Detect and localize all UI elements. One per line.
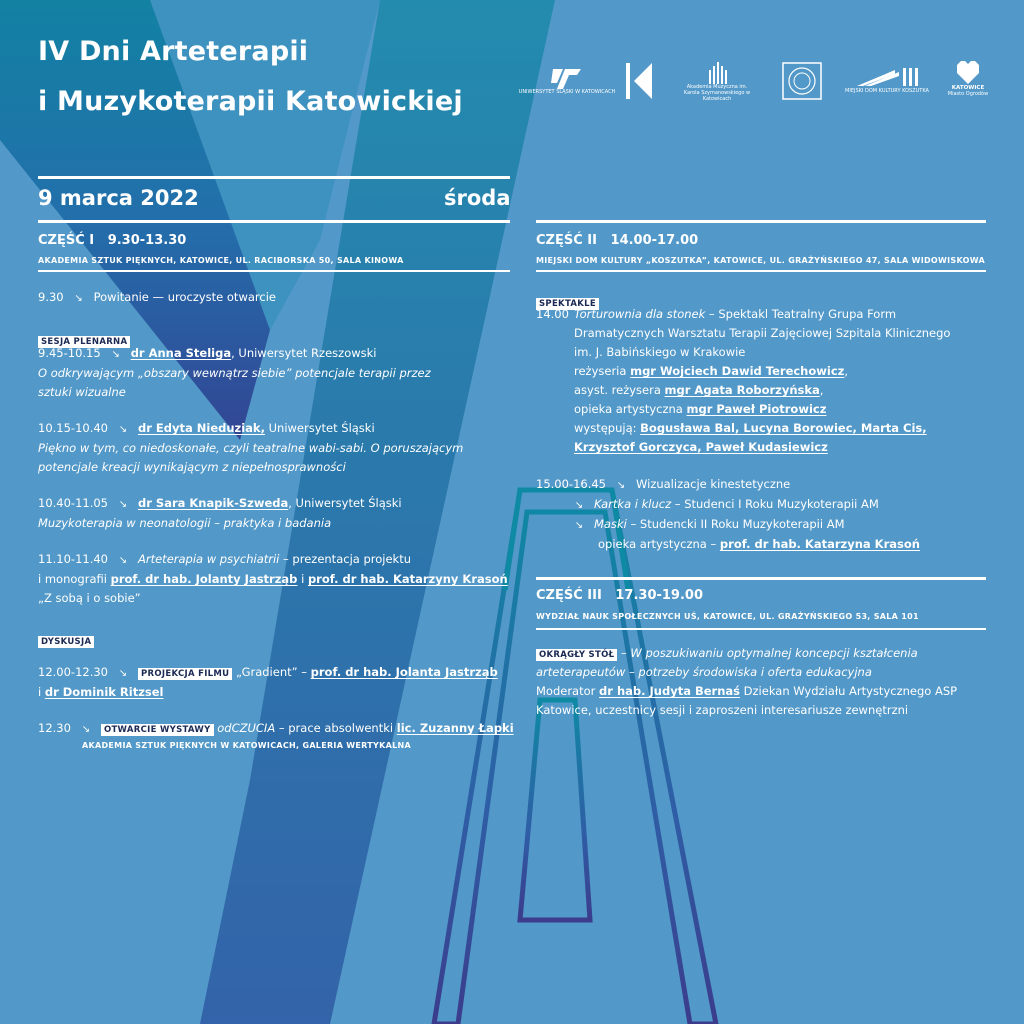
arrow-icon: ↘ [574, 520, 584, 531]
person-link[interactable]: dr hab. Judyta Bernaś [599, 684, 740, 698]
person-link[interactable]: prof. dr hab. Jolanta Jastrząb [310, 665, 498, 679]
part3-venue: WYDZIAŁ NAUK SPOŁECZNYCH UŚ, KATOWICE, UL. GRAŻYŃSKIEGO 53, SALA 101 [536, 612, 919, 621]
event-weekday: środa [444, 186, 511, 210]
organ-icon [707, 62, 727, 84]
arrow-icon: ↘ [118, 668, 128, 679]
round-table-item: OKRĄGŁY STÓŁ – W poszukiwaniu optymalnej koncepcji kształcenia arteterapeutów – potrzeby środowiska i oferta edukacyjna Moderator dr hab. Judyta Bernaś Dziekan Wydziału Artystycznego ASP Katowice, uczestnicy sesji i zaproszeni interesariusze zewnętrzni [536, 646, 958, 717]
cast-link[interactable]: Bogusława Bal, Lucyna Borowiec, Marta Cis, [640, 421, 927, 435]
logo-katowice: KATOWICE Miasto Ogrodów [946, 56, 990, 102]
arrow-icon: ↘ [81, 724, 91, 735]
arrow-icon: ↘ [74, 293, 83, 304]
heart-icon [955, 61, 981, 85]
logo-mdk-koszutka: MIEJSKI DOM KULTURY KOSZUTKA [852, 60, 922, 100]
page-title-line-1: IV Dni Arteterapii [38, 36, 309, 67]
person-link[interactable]: prof. dr hab. Katarzyna Krasoń [719, 537, 920, 551]
person-link[interactable]: mgr Agata Roborzyńska [664, 383, 820, 397]
divider [38, 176, 510, 179]
person-link[interactable]: prof. dr hab. Jolanty Jastrząb [110, 572, 298, 586]
speaker-link[interactable]: dr Anna Steliga [130, 346, 232, 360]
divider [536, 270, 986, 272]
letter-a-counter [520, 700, 590, 920]
talk-1: 9.45-10.15 ↘ dr Anna Steliga, Uniwersytet Rzeszowski O odkrywającym „obszary wewnątrz siebie” potencjale terapii przez sztuki wizualne [38, 346, 431, 399]
arrow-icon: ↘ [616, 480, 626, 491]
part3-heading: CZĘŚĆ III 17.30-19.00 [536, 588, 704, 603]
exhibition-item: 12.30 ↘ OTWARCIE WYSTAWY odCZUCIA – prace absolwentki lic. Zuzanny Łapki AKADEMIA SZTUK PIĘKNYCH W KATOWICACH, GALERIA WERTYKALNA [38, 721, 514, 750]
mdk-building-icon [855, 66, 919, 88]
person-link[interactable]: prof. dr hab. Katarzyny Krasoń [307, 572, 508, 586]
event-date: 9 marca 2022 [38, 186, 199, 210]
spectacles-tag: SPEKTAKLE [536, 298, 599, 310]
page-title-line-2: i Muzykoterapii Katowickiej [38, 86, 463, 117]
cast-link[interactable]: Krzysztof Gorczyca, Paweł Kudasiewicz [574, 440, 828, 454]
person-link[interactable]: mgr Wojciech Dawid Terechowicz [630, 364, 845, 378]
arrow-icon: ↘ [118, 499, 128, 510]
show-item: 14.00 Torturownia dla stonek – Spektakl Teatralny Grupa Form Dramatycznych Warsztatu Terapii Zajęciowej Szpitala Klinicznego im. J. Babińskiego w Krakowie reżyseria mgr Wojciech Dawid Terechowicz, asyst. reżysera mgr Agata Roborzyńska, opieka artystyczna mgr Paweł Piotrowicz występują: Bogusława Bal, Lucyna Borowiec, Marta Cis, Krzysztof Gorczyca, Paweł Kudasiewicz [536, 307, 951, 454]
speaker-link[interactable]: dr Sara Knapik-Szweda [138, 496, 289, 510]
person-link[interactable]: dr Dominik Ritzsel [44, 685, 164, 699]
logo-emblem [782, 62, 822, 100]
film-item: 12.00-12.30 ↘ PROJEKCJA FILMU „Gradient” – prof. dr hab. Jolanta Jastrząb i dr Dominik Ritzsel [38, 665, 498, 699]
arrow-icon: ↘ [118, 424, 128, 435]
part2-venue: MIEJSKI DOM KULTURY „KOSZUTKA”, KATOWICE, UL. GRAŻYŃSKIEGO 47, SALA WIDOWISKOWA [536, 256, 985, 265]
talk-3: 10.40-11.05 ↘ dr Sara Knapik-Szweda, Uniwersytet Śląski Muzykoterapia w neonatologii – praktyka i badania [38, 496, 402, 530]
talk-2: 10.15-10.40 ↘ dr Edyta Nieduziak, Uniwersytet Śląski Piękno w tym, co niedoskonałe, czyli teatralne wabi-sabi. O poruszającym potencjale kreacji wynikającym z niepełnosprawności [38, 421, 464, 474]
divider [536, 220, 986, 223]
us-logo-icon [549, 65, 585, 89]
person-link[interactable]: mgr Paweł Piotrowicz [686, 402, 827, 416]
arrow-icon: ↘ [574, 500, 584, 511]
talk-4: 11.10-11.40 ↘ Arteterapia w psychiatrii – prezentacja projektu i monografii prof. dr hab. Jolanty Jastrząb i prof. dr hab. Katarzyny Krasoń „Z sobą i o sobie” [38, 552, 508, 605]
session-tag: SESJA PLENARNA [38, 336, 130, 348]
divider [38, 270, 510, 272]
divider [536, 577, 986, 580]
arrow-icon: ↘ [111, 349, 120, 360]
opening-item: 9.30 ↘ Powitanie — uroczyste otwarcie [38, 288, 276, 308]
visualization-item: 15.00-16.45 ↘ Wizualizacje kinestetyczne ↘ Kartka i klucz – Studenci I Roku Muzykoterapii AM ↘ Maski – Studencki II Roku Muzykoterapii AM opieka artystyczna – prof. dr hab. Katarzyna Krasoń [536, 477, 920, 551]
logo-uniwersytet-slaski: UNIWERSYTET ŚLĄSKI W KATOWICACH [540, 60, 594, 100]
part1-venue: AKADEMIA SZTUK PIĘKNYCH, KATOWICE, UL. RACIBORSKA 50, SALA KINOWA [38, 256, 404, 265]
divider [536, 628, 986, 630]
asp-logo-icon [624, 61, 654, 101]
speaker-link[interactable]: dr Edyta Nieduziak, [138, 421, 265, 435]
person-link[interactable]: lic. Zuzanny Łapki [396, 721, 514, 735]
arrow-icon: ↘ [118, 555, 128, 566]
emblem-icon [782, 62, 822, 100]
part2-heading: CZĘŚĆ II 14.00-17.00 [536, 233, 699, 248]
divider [38, 220, 510, 223]
discussion-tag: DYSKUSJA [38, 636, 94, 648]
part1-heading: CZĘŚĆ I 9.30-13.30 [38, 233, 187, 248]
logo-akademia-muzyczna: Akademia Muzyczna im. Karola Szymanowskiego w Katowicach [680, 58, 754, 106]
logo-asp [622, 60, 656, 102]
